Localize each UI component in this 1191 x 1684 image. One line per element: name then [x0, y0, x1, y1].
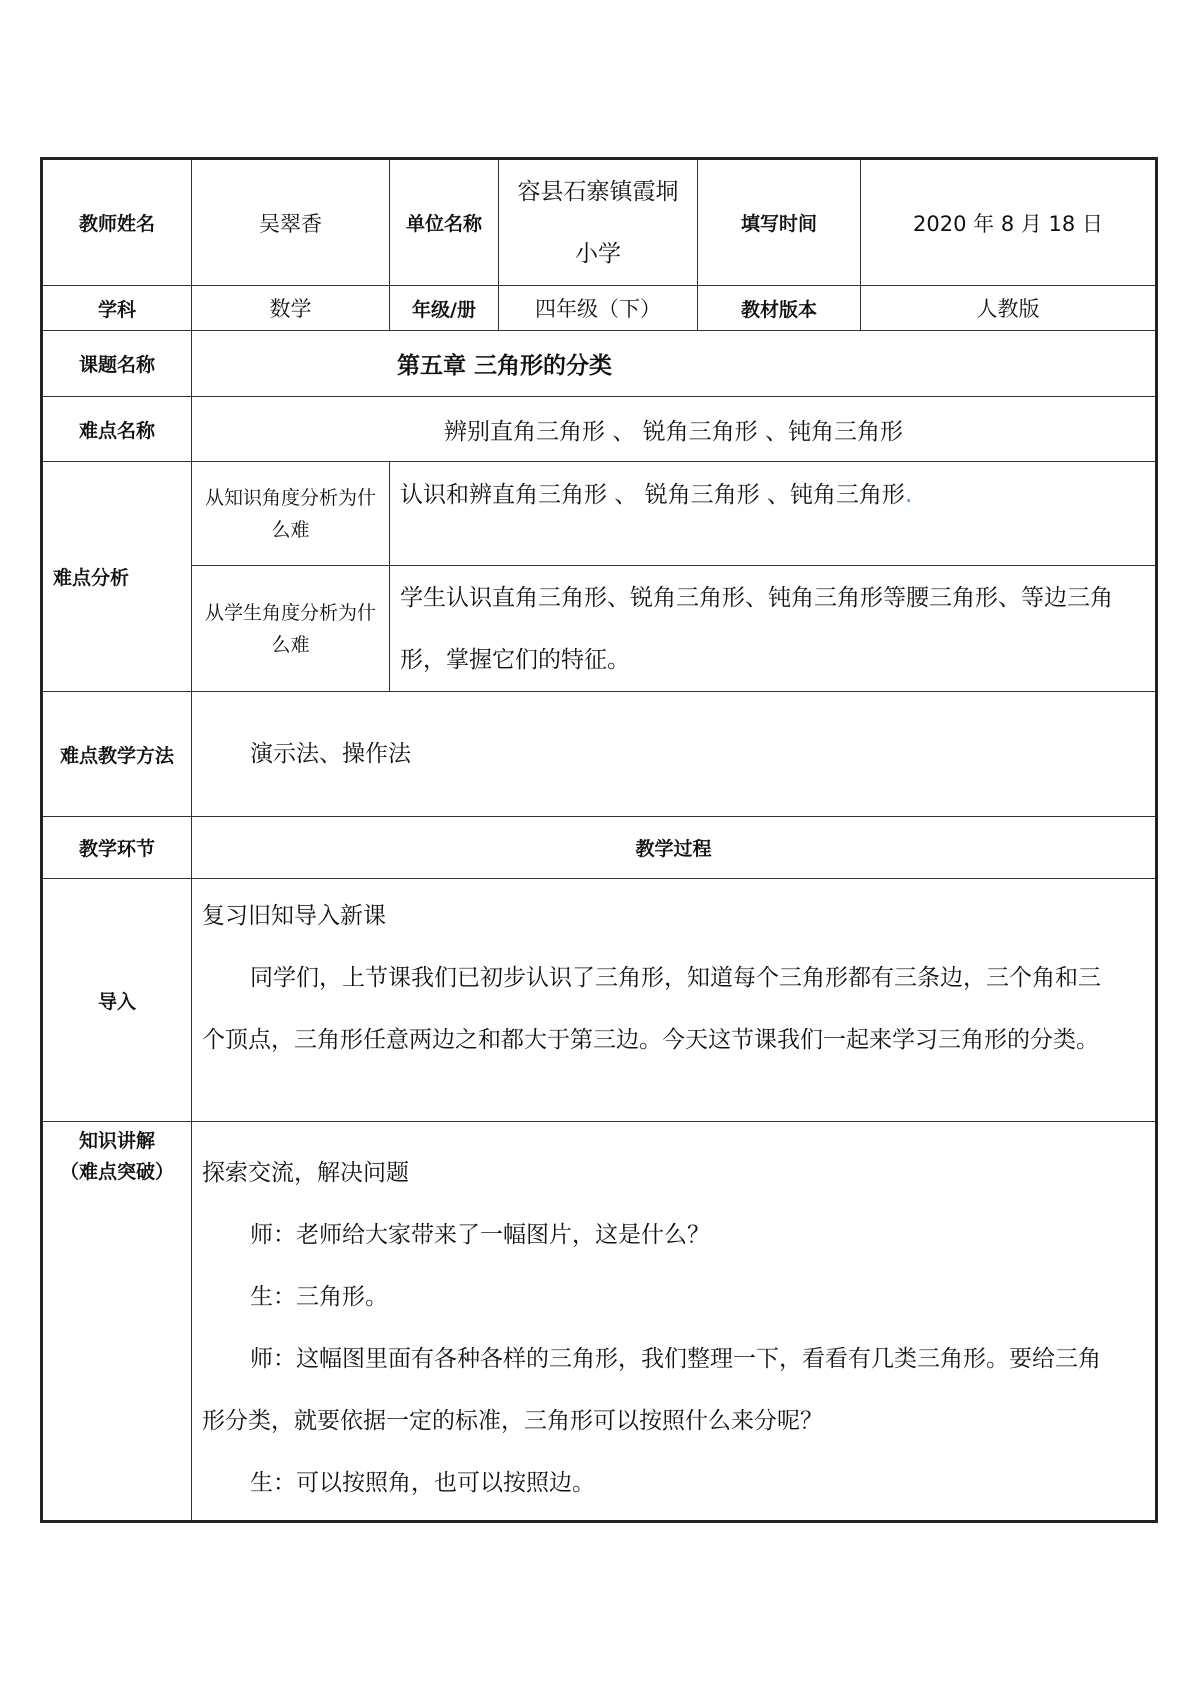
unit-name-line1: 容县石寨镇霞垌 — [517, 178, 679, 205]
student-angle-cell — [390, 566, 1157, 692]
student-angle-label: 从学生角度分析为什么难 — [192, 566, 390, 692]
method-cell — [192, 692, 1157, 817]
intro-row — [42, 879, 1157, 1122]
topic-title: 第五章 三角形的分类 — [192, 331, 1157, 397]
explain-cell — [192, 1122, 1157, 1522]
topic-label: 课题名称 — [42, 331, 192, 397]
explain-line-2: 师：老师给大家带来了一幅图片，这是什么？ — [250, 1222, 710, 1248]
explain-line-6: 生：可以按照角，也可以按照边。 — [250, 1470, 595, 1496]
grade-value: 四年级（下） — [499, 286, 698, 331]
explain-line-5: 形分类，就要依据一定的标准，三角形可以按照什么来分呢？ — [202, 1408, 823, 1434]
intro-line-3: 个顶点，三角形任意两边之和都大于第三边。今天这节课我们一起来学习三角形的分类。 — [202, 1027, 1099, 1053]
edition-label: 教材版本 — [698, 286, 861, 331]
fill-date: 2020 年 8 月 18 日 — [861, 159, 1157, 286]
teacher-label: 教师姓名 — [42, 159, 192, 286]
lesson-plan-table — [40, 157, 1158, 1523]
subject-value: 数学 — [192, 286, 390, 331]
method-text: 演示法、操作法 — [250, 741, 411, 767]
blue-dot: . — [904, 482, 913, 508]
intro-cell — [192, 879, 1157, 1122]
explain-row — [42, 1122, 1157, 1522]
unit-label: 单位名称 — [390, 159, 499, 286]
header-row-1 — [42, 159, 1157, 286]
process-label: 教学过程 — [192, 817, 1157, 879]
header-row-2 — [42, 286, 1157, 331]
method-label: 难点教学方法 — [42, 692, 192, 817]
unit-name-cell — [499, 159, 698, 286]
explain-label-line2: （难点突破） — [59, 1161, 174, 1183]
difficulty-label: 难点名称 — [42, 397, 192, 462]
explain-line-1: 探索交流，解决问题 — [202, 1160, 409, 1186]
knowledge-angle-cell — [390, 462, 1157, 566]
method-row — [42, 692, 1157, 817]
analysis-knowledge-row — [42, 462, 1157, 566]
process-header-row — [42, 817, 1157, 879]
analysis-label: 难点分析 — [42, 462, 192, 692]
unit-name-line2: 小学 — [575, 240, 621, 267]
lesson-plan-sheet — [40, 157, 1155, 1523]
intro-line-2: 同学们，上节课我们已初步认识了三角形，知道每个三角形都有三条边，三个角和三 — [250, 965, 1101, 991]
stage-label: 教学环节 — [42, 817, 192, 879]
edition-value: 人教版 — [861, 286, 1157, 331]
subject-label: 学科 — [42, 286, 192, 331]
knowledge-angle-label: 从知识角度分析为什么难 — [192, 462, 390, 566]
difficulty-row — [42, 397, 1157, 462]
student-angle-line2: 形，掌握它们的特征。 — [400, 646, 630, 673]
explain-label-cell — [42, 1122, 192, 1522]
teacher-name: 吴翠香 — [192, 159, 390, 286]
topic-row — [42, 331, 1157, 397]
grade-label: 年级/册 — [390, 286, 499, 331]
intro-line-1: 复习旧知导入新课 — [202, 903, 386, 929]
explain-line-4: 师：这幅图里面有各种各样的三角形，我们整理一下，看看有几类三角形。要给三角 — [250, 1346, 1101, 1372]
intro-label: 导入 — [42, 879, 192, 1122]
explain-label-line1: 知识讲解 — [78, 1130, 155, 1152]
explain-line-3: 生：三角形。 — [250, 1284, 388, 1310]
date-label: 填写时间 — [698, 159, 861, 286]
student-angle-line1: 学生认识直角三角形、锐角三角形、钝角三角形等腰三角形、等边三角 — [400, 584, 1113, 611]
knowledge-angle-text: 认识和辨直角三角形 、 锐角三角形 、钝角三角形 — [400, 482, 905, 508]
analysis-student-row — [42, 566, 1157, 692]
difficulty-name: 辨别直角三角形 、 锐角三角形 、钝角三角形 — [192, 397, 1157, 462]
